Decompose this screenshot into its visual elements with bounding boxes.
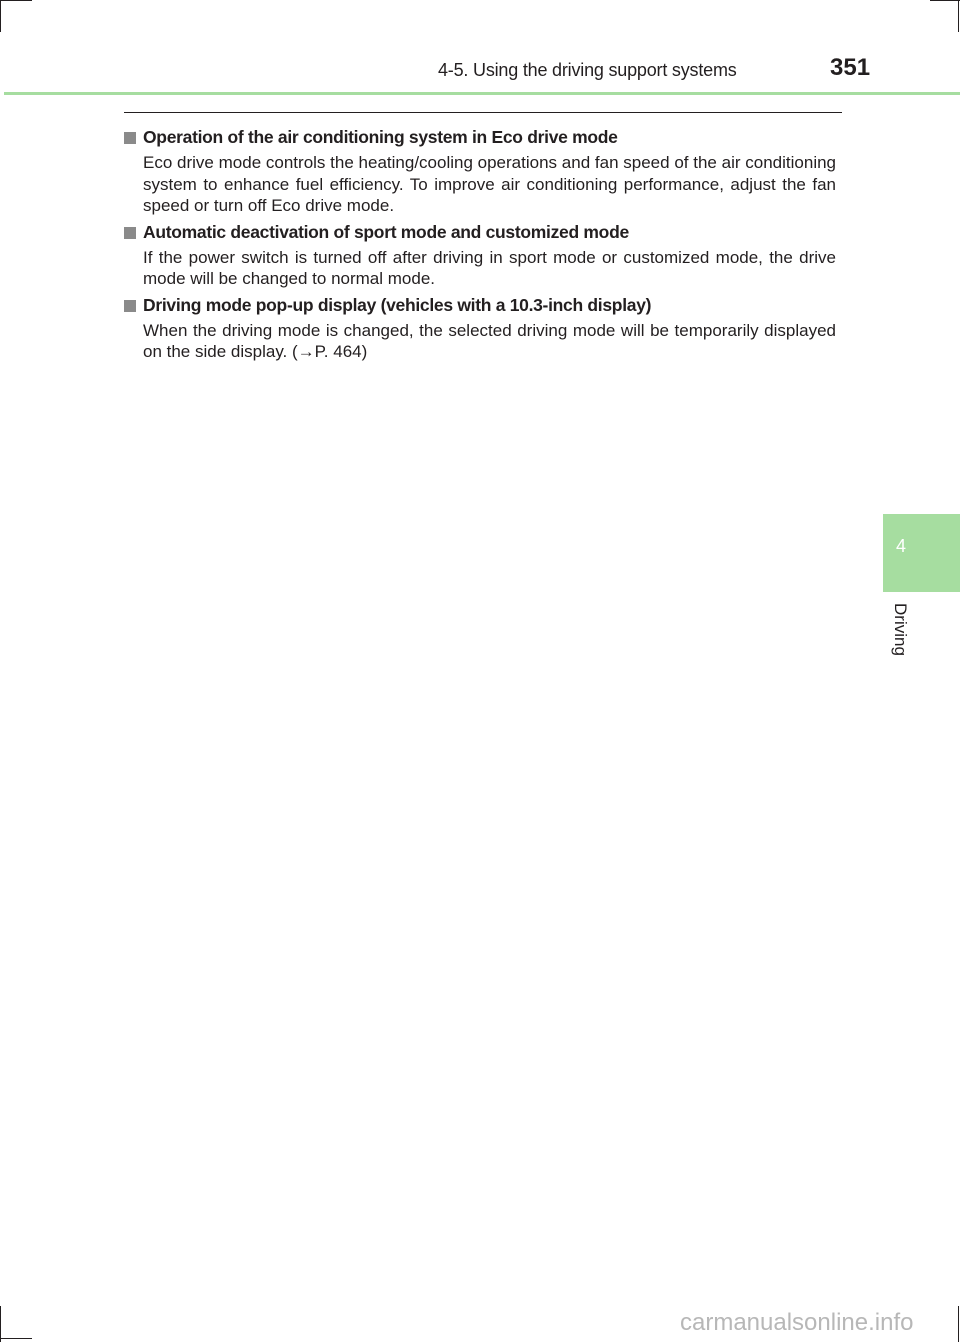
page-content (124, 124, 836, 365)
section-body: If the power switch is turned off after driving in sport mode or customized mode, the drive mode will be changed to normal mode. (143, 247, 836, 288)
crop-mark-top-right-h (930, 0, 960, 1)
crop-mark-bottom-left-v (0, 1306, 1, 1342)
section-body: When the driving mode is changed, the selected driving mode will be temporarily displayed on the side display. (→P. 464) (143, 320, 836, 361)
section-sport-mode-deactivation (124, 219, 836, 290)
square-bullet-icon (124, 132, 136, 144)
crop-mark-top-left-h (0, 0, 32, 1)
crop-mark-top-right-v (958, 0, 959, 32)
section-heading (124, 219, 836, 245)
section-heading-text: Operation of the air conditioning system in Eco drive mode (143, 127, 618, 147)
crop-mark-bottom-right-v (958, 1306, 959, 1342)
section-driving-mode-popup (124, 292, 836, 363)
section-heading-text: Driving mode pop-up display (vehicles with a 10.3-inch display) (143, 294, 652, 315)
square-bullet-icon (124, 300, 136, 312)
chapter-number: 4 (896, 536, 907, 556)
section-heading-text: Automatic deactivation of sport mode and customized mode (143, 221, 629, 242)
square-bullet-icon (124, 227, 136, 239)
chapter-label: Driving (891, 603, 910, 656)
content-divider (124, 112, 842, 113)
crop-mark-top-left-v (0, 0, 1, 32)
chapter-tab (883, 514, 960, 592)
section-heading (124, 124, 836, 150)
page-number: 351 (830, 54, 871, 81)
header-divider (4, 92, 960, 95)
section-body: Eco drive mode controls the heating/cooling operations and fan speed of the air conditioning system to enhance fuel efficiency. To improve air conditioning performance, adjust the fan speed or turn off Eco drive mode. (143, 153, 836, 215)
section-eco-air-conditioning (124, 124, 836, 217)
watermark: carmanualsonline.info (680, 1309, 914, 1336)
crop-mark-bottom-left-h (0, 1338, 32, 1339)
section-title: 4-5. Using the driving support systems (438, 60, 737, 80)
section-heading (124, 292, 836, 318)
